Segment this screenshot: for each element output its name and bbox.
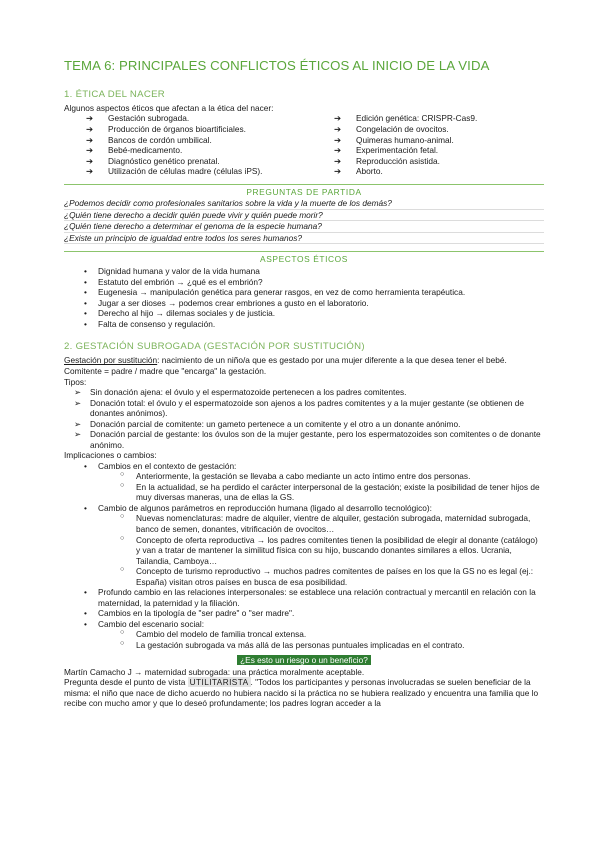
implicaciones-label: Implicaciones o cambios: bbox=[64, 450, 157, 461]
aspecto-item: • Derecho al hijo → dilemas sociales y de justicia. bbox=[84, 308, 544, 319]
list-item bbox=[334, 145, 477, 156]
definition-term: Gestación por sustitución bbox=[64, 355, 158, 366]
arrow-marker: ➔ bbox=[86, 134, 93, 145]
list-item-text: Producción de órganos bioartificiales. bbox=[108, 124, 246, 134]
ethics-topics-left bbox=[86, 113, 334, 176]
aspecto-item: • Dignidad humana y valor de la vida humana bbox=[84, 266, 544, 277]
implicacion-text: Cambios en la tipología de "ser padre" o "ser madre". bbox=[98, 608, 295, 619]
list-item bbox=[74, 429, 544, 450]
arrow-marker: ➔ bbox=[86, 155, 93, 166]
aspectos-banner: ASPECTOS ÉTICOS bbox=[64, 251, 544, 265]
list-item-text: Reproducción asistida. bbox=[356, 155, 440, 166]
implicacion-text: Cambio del escenario social: bbox=[98, 618, 205, 629]
utilitarista-paragraph bbox=[64, 677, 544, 709]
list-item-text: Aborto. bbox=[356, 166, 383, 177]
arrow-marker: ➔ bbox=[334, 113, 341, 124]
aspectos-list bbox=[64, 266, 544, 329]
implicacion-item bbox=[84, 608, 544, 619]
ethics-topics-columns bbox=[64, 113, 544, 176]
list-item-text: Experimentación fetal. bbox=[356, 145, 439, 156]
list-item-text: Diagnóstico genético prenatal. bbox=[108, 155, 220, 166]
list-item bbox=[74, 398, 544, 419]
list-item bbox=[86, 124, 334, 135]
arrow-marker: ➔ bbox=[334, 145, 341, 156]
arrow-marker: ➔ bbox=[86, 145, 93, 156]
arrow-marker: ➔ bbox=[334, 124, 341, 134]
list-item bbox=[334, 166, 477, 177]
arrow-marker: ➔ bbox=[86, 166, 93, 177]
document-title: TEMA 6: PRINCIPALES CONFLICTOS ÉTICOS AL INICIO DE LA VIDA bbox=[64, 58, 490, 73]
list-item-text: Donación total: el óvulo y el espermatozoide son ajenos a los padres comitentes y a la mujer gestante (se obtienen de donantes anónimos). bbox=[90, 397, 524, 419]
implicacion-item bbox=[84, 461, 544, 503]
sub-item: ○ Concepto de turismo reproductivo → muchos padres comitentes de países en los que la GS no es legal (ej.: España) visitan otros países en busca de esa posibilidad. bbox=[120, 566, 544, 587]
pregunta-item: ¿Existe un principio de igualdad entre todos los seres humanos? bbox=[64, 233, 544, 245]
aspecto-item: • Jugar a ser dioses → podemos crear embriones a gusto en el laboratorio. bbox=[84, 298, 544, 309]
list-item bbox=[334, 124, 477, 135]
aspecto-item: • Estatuto del embrión → ¿qué es el embrión? bbox=[84, 277, 544, 288]
list-item-text: Bebé-medicamento. bbox=[108, 145, 183, 156]
sub-item: ○ La gestación subrogada va más allá de las personas puntuales implicadas en el contrato. bbox=[120, 640, 544, 651]
implicacion-item bbox=[84, 619, 544, 651]
arrow-marker: ➢ bbox=[74, 418, 81, 429]
definition-text: : nacimiento de un niño/a que es gestado por una mujer diferente a la que desea tener el bebé. Comitente = padre / madre que "encarga" la gestación. bbox=[64, 355, 507, 377]
arrow-marker: ➔ bbox=[86, 113, 93, 124]
pregunta-item: ¿Quién tiene derecho a decidir quién puede vivir y quién puede morir? bbox=[64, 210, 544, 222]
section-1-title: 1. ÉTICA DEL NACER bbox=[64, 88, 166, 100]
pregunta-pre: Pregunta desde el punto de vista bbox=[64, 677, 188, 688]
list-item-text: Utilización de células madre (células iPS). bbox=[108, 166, 263, 177]
pregunta-post: . "Todos los participantes y personas involucradas se suelen beneficiar de la misma: el niño que nace de dicho acuerdo no hubiera nacido si la práctica no se hubiera realizado y encuentra una familia que lo recibe con mucho amor y que lo deseó profundamente; los padres logran acceder a la bbox=[64, 677, 539, 709]
pregunta-item: ¿Podemos decidir como profesionales sanitarios sobre la vida y la muerte de los demás? bbox=[64, 198, 544, 210]
arrow-marker: ➔ bbox=[334, 155, 341, 166]
aspecto-item: • Eugenesia → manipulación genética para generar rasgos, en vez de como herramienta terapéutica. bbox=[84, 287, 544, 298]
tipos-label: Tipos: bbox=[64, 376, 87, 387]
ethics-topics-right bbox=[334, 113, 477, 176]
sub-item: ○ Anteriormente, la gestación se llevaba a cabo mediante un acto íntimo entre dos personas. bbox=[120, 471, 544, 482]
sub-item: ○ Concepto de oferta reproductiva → los padres comitentes tienen la posibilidad de elegir al donante (catálogo) y van a tratar de mantener la similitud física con su hijo, buscando donantes similares a ellos. Ucrania, Tailandia, Camboya… bbox=[120, 535, 544, 567]
list-item-text: Gestación subrogada. bbox=[108, 113, 190, 124]
implicacion-item bbox=[84, 503, 544, 587]
implicacion-sublist bbox=[98, 471, 544, 503]
list-item bbox=[86, 145, 334, 156]
implicacion-text: Cambios en el contexto de gestación: bbox=[98, 460, 237, 471]
list-item bbox=[86, 135, 334, 146]
list-item bbox=[74, 419, 544, 430]
section-1-intro: Algunos aspectos éticos que afectan a la ética del nacer: bbox=[64, 102, 274, 113]
sub-item: ○ Nuevas nomenclaturas: madre de alquiler, vientre de alquiler, gestación subrogada, maternidad subrogada, banco de semen, donantes, vitrificación de ovocitos… bbox=[120, 513, 544, 534]
arrow-marker: ➢ bbox=[74, 429, 81, 440]
list-item-text: Bancos de cordón umbilical. bbox=[108, 134, 212, 145]
arrow-marker: ➔ bbox=[334, 166, 341, 177]
tipos-list bbox=[64, 387, 544, 450]
preguntas-banner: PREGUNTAS DE PARTIDA bbox=[64, 184, 544, 198]
list-item-text: Congelación de ovocitos. bbox=[356, 124, 449, 134]
riesgo-highlight: ¿Es esto un riesgo o un beneficio? bbox=[237, 655, 371, 665]
list-item bbox=[86, 113, 334, 124]
riesgo-banner bbox=[64, 655, 544, 666]
arrow-marker: ➢ bbox=[74, 397, 81, 408]
arrow-marker: ➔ bbox=[86, 124, 93, 134]
list-item-text: Sin donación ajena: el óvulo y el espermatozoide pertenecen a los padres comitentes. bbox=[90, 387, 407, 398]
list-item bbox=[334, 156, 477, 167]
list-item bbox=[334, 135, 477, 146]
section-2-title: 2. GESTACIÓN SUBROGADA (GESTACIÓN POR SUSTITUCIÓN) bbox=[64, 341, 365, 353]
implicacion-item bbox=[84, 587, 544, 608]
list-item-text: Donación parcial de gestante: los óvulos son de la mujer gestante, pero los espermatozoides son comitentes o de donante anónimo. bbox=[90, 429, 541, 450]
implicaciones-list bbox=[64, 461, 544, 651]
list-item bbox=[86, 156, 334, 167]
martin-line: Martín Camacho J → maternidad subrogada: una práctica moralmente aceptable. bbox=[64, 666, 365, 677]
arrow-marker: ➢ bbox=[74, 387, 81, 398]
sub-item: ○ Cambio del modelo de familia troncal extensa. bbox=[120, 629, 544, 640]
arrow-marker: ➔ bbox=[334, 134, 341, 145]
list-item-text: Edición genética: CRISPR-Cas9. bbox=[356, 113, 478, 124]
implicacion-sublist bbox=[98, 629, 544, 650]
pregunta-item: ¿Quién tiene derecho a determinar el genoma de la especie humana? bbox=[64, 221, 544, 233]
aspecto-item: • Falta de consenso y regulación. bbox=[84, 319, 544, 330]
utilitarista-term: UTILITARISTA bbox=[189, 677, 249, 688]
sub-item: ○ En la actualidad, se ha perdido el carácter interpersonal de la gestación; existe la posibilidad de tener hijos de muy diversas maneras, una de ellas la GS. bbox=[120, 482, 544, 503]
list-item bbox=[74, 387, 544, 398]
list-item bbox=[86, 166, 334, 177]
definition-paragraph bbox=[64, 355, 544, 376]
list-item bbox=[334, 113, 477, 124]
implicacion-text: Profundo cambio en las relaciones interpersonales: se establece una relación contractual y mercantil en relación con la maternidad, la paternidad y la filiación. bbox=[98, 587, 536, 608]
preguntas-list bbox=[64, 198, 544, 244]
list-item-text: Donación parcial de comitente: un gameto pertenece a un comitente y el otro a un donante anónimo. bbox=[90, 418, 461, 429]
implicacion-sublist bbox=[98, 513, 544, 587]
implicacion-text: Cambio de algunos parámetros en reproducción humana (ligado al desarrollo tecnológico): bbox=[98, 502, 432, 513]
list-item-text: Quimeras humano-animal. bbox=[356, 134, 454, 145]
